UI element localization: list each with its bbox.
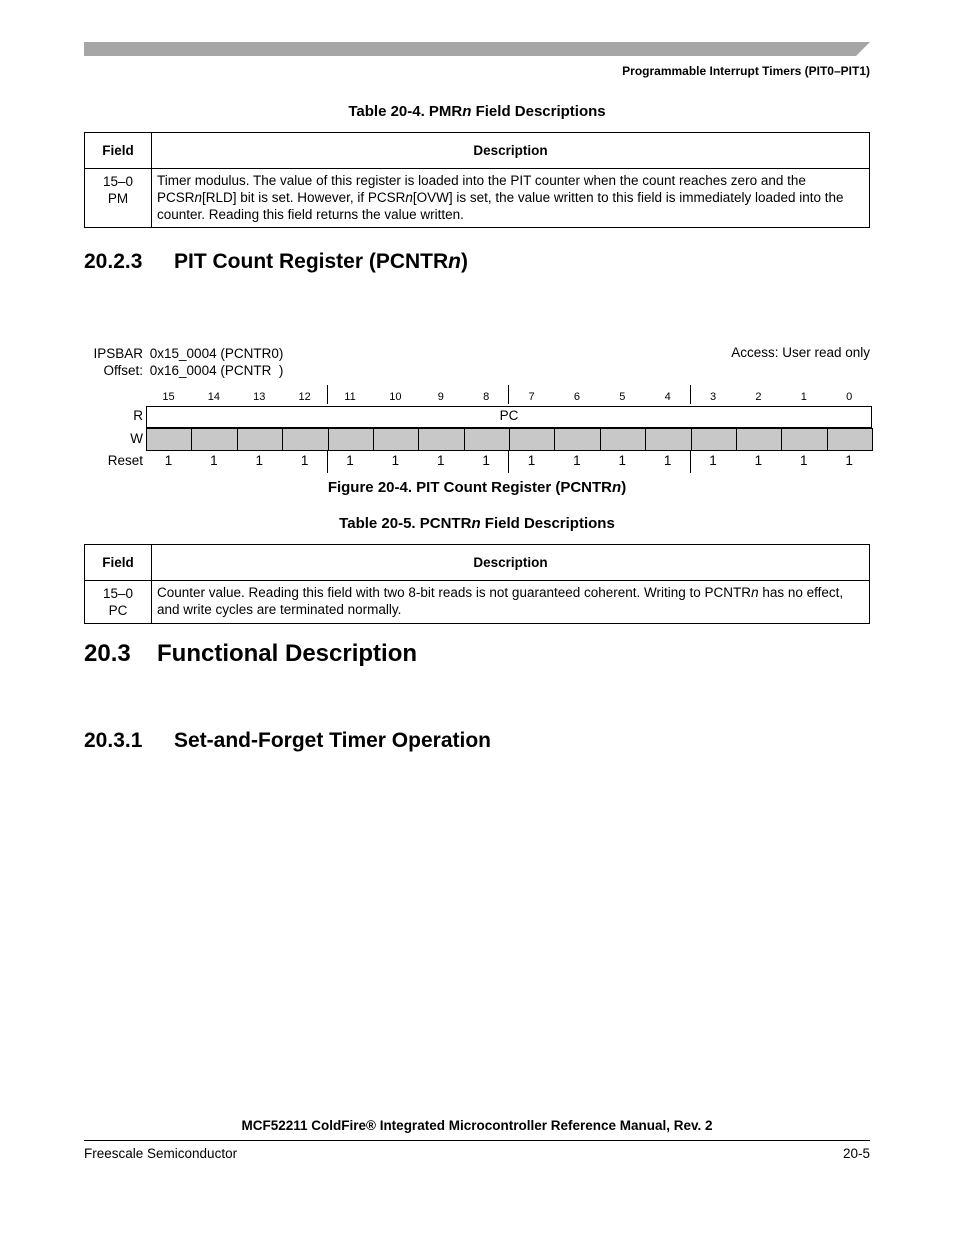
- write-cell: [736, 428, 782, 451]
- write-row-label: W: [130, 431, 143, 446]
- description-cell: Counter value. Reading this field with two 8-bit reads is not guaranteed coherent. Writing to PCNTRn has no effect, and write cycles are terminated normally.: [152, 581, 870, 624]
- field-bits: 15–0: [102, 586, 134, 601]
- footer-company: Freescale Semiconductor: [84, 1146, 238, 1161]
- write-cell: [691, 428, 737, 451]
- nibble-divider: [690, 451, 691, 473]
- table-20-4-caption: Table 20-4. PMRn Field Descriptions: [348, 103, 606, 120]
- field-bits: 15–0: [102, 174, 134, 189]
- reset-value: 1: [210, 453, 218, 468]
- write-cell: [282, 428, 328, 451]
- bit-number: 8: [483, 391, 490, 403]
- nibble-divider: [327, 451, 328, 473]
- reset-value: 1: [709, 453, 717, 468]
- bit-number: 14: [207, 391, 220, 403]
- table-20-4: [84, 132, 870, 228]
- bit-number: 3: [709, 391, 717, 403]
- read-row: [146, 406, 872, 428]
- write-cell: [509, 428, 555, 451]
- reset-row-label: Reset: [107, 453, 143, 468]
- register-access: Access: User read only: [731, 345, 870, 360]
- bit-number: 6: [573, 391, 580, 403]
- reset-value: 1: [346, 453, 354, 468]
- reset-value: 1: [573, 453, 581, 468]
- figure-20-4-caption: Figure 20-4. PIT Count Register (PCNTRn): [327, 479, 627, 496]
- bit-number: 7: [528, 391, 535, 403]
- write-cell: [554, 428, 600, 451]
- bit-number: 1: [800, 391, 807, 403]
- reset-value: 1: [255, 453, 263, 468]
- column-header-field: Field: [85, 133, 152, 169]
- table-20-5: [84, 544, 870, 624]
- reset-value: 1: [845, 453, 853, 468]
- reset-value: 1: [754, 453, 763, 468]
- field-pc-label: PC: [499, 408, 519, 423]
- reset-value: 1: [799, 453, 808, 468]
- write-cell: [328, 428, 374, 451]
- offset-label: Offset:: [103, 363, 143, 378]
- write-cell: [464, 428, 510, 451]
- nibble-divider: [508, 451, 509, 473]
- section-title: Set-and-Forget Timer Operation: [174, 729, 491, 752]
- offset-value: 0x16_0004 (PCNTR ): [149, 363, 284, 378]
- nibble-divider: [327, 385, 328, 404]
- section-number: 20.2.3: [84, 250, 143, 273]
- field-cell: [85, 581, 152, 624]
- running-head: Programmable Interrupt Timers (PIT0–PIT1): [622, 64, 870, 78]
- write-cell: [827, 428, 873, 451]
- section-number: 20.3: [84, 640, 131, 667]
- write-cell: [191, 428, 237, 451]
- nibble-divider: [508, 385, 509, 404]
- write-cell: [237, 428, 283, 451]
- column-header-description: Description: [152, 545, 870, 581]
- section-heading-20-2-3: 20.2.3 PIT Count Register (PCNTRn): [84, 250, 468, 273]
- bit-number: 10: [389, 391, 402, 403]
- write-cell: [418, 428, 464, 451]
- reset-value: 1: [391, 453, 400, 468]
- register-address-labels: [91, 345, 283, 379]
- section-number: 20.3.1: [84, 729, 143, 752]
- field-name: PC: [108, 603, 128, 618]
- reset-value: 1: [300, 453, 309, 468]
- reset-value: 1: [527, 453, 536, 468]
- bit-number: 12: [298, 391, 311, 403]
- write-cell: [600, 428, 646, 451]
- bit-number: 9: [437, 391, 444, 403]
- write-cell: [645, 428, 691, 451]
- table-row: [85, 169, 870, 228]
- column-header-description: Description: [152, 133, 870, 169]
- bit-number: 5: [619, 391, 626, 403]
- section-heading-20-3-1: [84, 729, 491, 753]
- reset-value: 1: [618, 453, 626, 468]
- bit-number: 11: [344, 391, 356, 403]
- header-bar: [84, 42, 870, 56]
- bit-number: 15: [162, 391, 175, 403]
- bit-number: 0: [846, 391, 853, 403]
- field-cell: [85, 169, 152, 228]
- reset-value: 1: [663, 453, 672, 468]
- nibble-divider: [690, 385, 691, 404]
- bit-number: 13: [253, 391, 266, 403]
- section-heading-20-3: [84, 640, 417, 668]
- footer-manual-title: MCF52211 ColdFire® Integrated Microcontroller Reference Manual, Rev. 2: [241, 1118, 713, 1133]
- write-cell: [781, 428, 827, 451]
- section-title: Functional Description: [157, 640, 418, 667]
- reset-value: 1: [482, 453, 490, 468]
- field-name: PM: [107, 191, 129, 206]
- page-number: 20-5: [842, 1146, 870, 1161]
- bit-number: 2: [755, 391, 762, 403]
- table-20-5-caption: Table 20-5. PCNTRn Field Descriptions: [339, 515, 615, 532]
- write-cell: [373, 428, 419, 451]
- read-row-label: R: [133, 408, 143, 423]
- ipsbar-label: IPSBAR: [93, 346, 143, 361]
- footer-rule: [84, 1140, 870, 1141]
- column-header-field: Field: [85, 545, 152, 581]
- reset-value: 1: [436, 453, 445, 468]
- description-cell: Timer modulus. The value of this register is loaded into the PIT counter when the count reaches zero and the PCSRn[RLD] bit is set. However, if PCSRn[OVW] is set, the value written to this field is immediately loaded into the counter. Reading this field returns the value written.: [152, 169, 870, 228]
- reset-value: 1: [164, 453, 173, 468]
- bit-number: 4: [664, 391, 671, 403]
- table-row: [85, 581, 870, 624]
- write-cell: [146, 428, 192, 451]
- ipsbar-value: 0x15_0004 (PCNTR0): [149, 346, 284, 361]
